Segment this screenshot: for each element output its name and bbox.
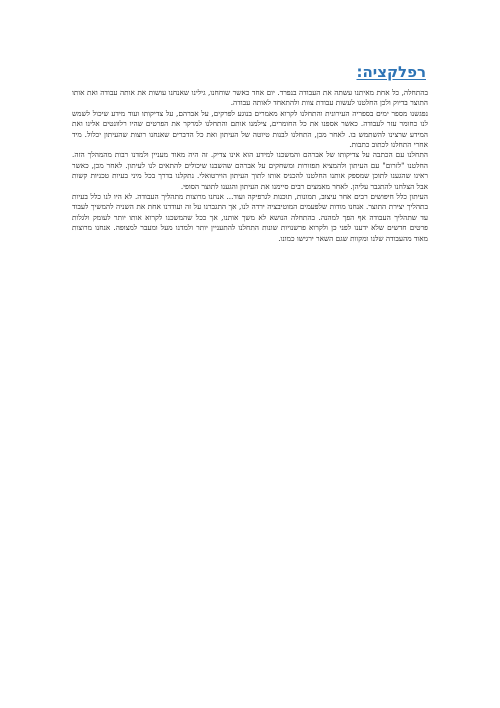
paragraph-research: נפגשנו מספר ימים בספריה העירונית והתחלנו לקרוא מאמרים בנוגע לפרקים, על אברהם, על צדיקותו ועוד מידע שיכול לשמש לנו כחומר עזר לעבודה. כאשר אספנו את כל החומרים, צילמנו אותם והתחלנו למרקר את הפרטים שהיו רלוונטים אלינו ואת המידע שרצינו להשתמש בו. לאחר מכן, התחלנו לבנות טיוטה של העיתון ואת כל הדברים שאנחנו רוצות שהעיתון יכלול. מיד אחרי התחלנו לכתוב כתבות. bbox=[72, 108, 428, 150]
reflection-title: רפלקציה: bbox=[356, 63, 426, 81]
reflection-body bbox=[72, 88, 428, 244]
paragraph-intro: בהתחלה, כל אחת מאיתנו עשתה את העבודה בנפרד. יום אחד כאשר שוחחנו, גילינו שאנחנו עושות את אותה עבודה ואת אותו התוצר בדיוק ולכן החלטנו לעשות עבודת צוות ולהתאחד לאותה עבודה. bbox=[72, 88, 428, 108]
paragraph-summary: העיתון כלל חיפושים רבים אחר עיצוב, תמונות, תוכנות לגרפיקה ועוד... אנחנו מרוצות מתהליך העבודה. לא היו לנו כלל בעיות בתהליך יצירת התוצר. אנחנו מודות שלפעמים המוטיבציה ירדה לנו, אך התגברנו על זה ועודדנו אחת את השניה להמשיך לעבוד עד שתהליך העבודה אף הפך למהנה. בהתחלה הנושא לא משך אותנו, אך ככל שהמשכנו לקרוא אותו יותר לעומק ולגלות פרטים חדשים שלא ידענו לפני כן ולקרוא פרשנויות שונות התחלנו להתעניין יותר ולמדנו מעל ומעבר למצופה. אנחנו מרוצות מאוד מהעבודה שלנו ומקוות שגם השאר ירגישו כמונו. bbox=[72, 192, 428, 243]
paragraph-writing: התחלנו עם הכתבה על צדיקותו של אברהם והמשכנו למידע הוא אינו צדיק. זה היה מאוד מעניין ולמדנו רבות מהמהלך הזה. החלטנו "לזרום" עם העיתון ולהמציא תפזורות ומשחקים על אברהם שהשבנו שיכולים להתאים לנו לעיתון. לאחר מכן, כאשר ראינו שהגענו לתוכן שמספק אותנו החלטנו להכניס אותו לתוך העיתון הוירטואלי. נתקלנו בדרך בכל מיני בעיות טכניות קשות אבל הצלחנו להתגבר עליהן. לאחר מאמצים רבים סיימנו את העיתון והגענו לתוצר הסופי. bbox=[72, 150, 428, 191]
